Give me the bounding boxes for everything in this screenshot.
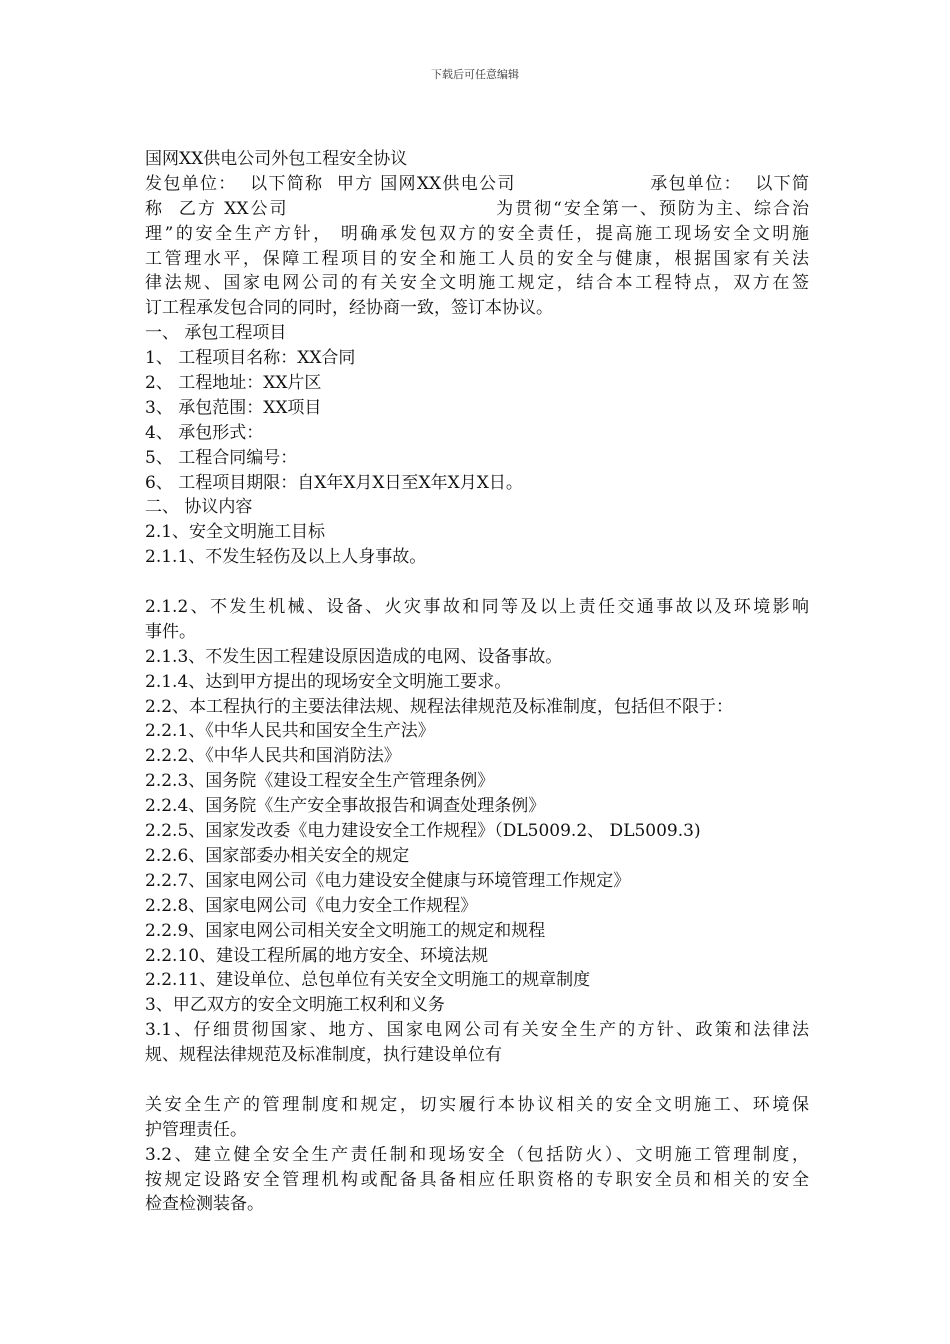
paragraph-line: 订工程承发包合同的同时，经协商一致，签订本协议。 — [145, 298, 553, 319]
paragraph-line: 2.1.1、不发生轻伤及以上人身事故。 — [145, 547, 427, 568]
paragraph-line: 2.1.4、达到甲方提出的现场安全文明施工要求。 — [145, 671, 512, 692]
paragraph-line: 2.2.7、国家电网公司《电力建设安全健康与环境管理工作规定》 — [145, 870, 631, 891]
paragraph-line: 2、 工程地址：XX片区 — [145, 373, 322, 394]
paragraph-line: 2.1、安全文明施工目标 — [145, 522, 326, 543]
paragraph-line: 3、甲乙双方的安全文明施工权利和义务 — [145, 995, 445, 1016]
paragraph-line: 律法规、国家电网公司的有关安全文明施工规定，结合本工程特点，双方在签 — [145, 273, 809, 294]
paragraph-line: 2.2、本工程执行的主要法律法规、规程法律规范及标准制度，包括但不限于： — [145, 696, 734, 717]
paragraph-line: 3、 承包范围：XX项目 — [145, 397, 322, 418]
paragraph-line: 2.2.10、建设工程所属的地方安全、环境法规 — [145, 945, 489, 966]
paragraph-line: 2.2.5、国家发改委《电力建设安全工作规程》（DL5009.2、 DL5009.3) — [145, 821, 701, 842]
document-body — [145, 147, 809, 1217]
blank-line — [145, 1068, 809, 1093]
paragraph-line: 2.2.3、国务院《建设工程安全生产管理条例》 — [145, 771, 495, 792]
paragraph-line: 2.2.11、建设单位、总包单位有关安全文明施工的规章制度 — [145, 970, 591, 991]
page-header: 下载后可任意编辑 — [431, 68, 519, 81]
paragraph-line: 按规定设路安全管理机构或配备具备相应任职资格的专职安全员和相关的安全 — [145, 1169, 809, 1190]
paragraph-line: 事件。 — [145, 621, 196, 642]
paragraph-line: 护管理责任。 — [145, 1119, 247, 1140]
paragraph-line: 工管理水平，保障工程项目的安全和施工人员的安全与健康，根据国家有关法 — [145, 248, 809, 269]
paragraph-line: 2.1.3、不发生因工程建设原因造成的电网、设备事故。 — [145, 646, 563, 667]
paragraph-line: 发包单位： 以下简称 甲方 国网XX供电公司 承包单位： 以下简 — [145, 173, 809, 194]
blank-line — [145, 570, 809, 595]
paragraph-line: 理”的安全生产方针， 明确承发包双方的安全责任，提高施工现场安全文明施 — [145, 223, 809, 244]
paragraph-line: 关安全生产的管理制度和规定，切实履行本协议相关的安全文明施工、环境保 — [145, 1094, 809, 1115]
paragraph-line: 一、 承包工程项目 — [145, 323, 287, 344]
paragraph-line: 2.2.1、《中华人民共和国安全生产法》 — [145, 721, 435, 742]
paragraph-line: 2.2.8、国家电网公司《电力安全工作规程》 — [145, 895, 478, 916]
paragraph-line: 2.2.4、国务院《生产安全事故报告和调查处理条例》 — [145, 796, 546, 817]
paragraph-line: 国网XX供电公司外包工程安全协议 — [145, 149, 408, 169]
paragraph-line: 3.1、仔细贯彻国家、地方、国家电网公司有关安全生产的方针、政策和法律法 — [145, 1020, 809, 1041]
paragraph-line: 5、 工程合同编号： — [145, 447, 298, 468]
paragraph-line: 二、 协议内容 — [145, 497, 253, 518]
paragraph-line: 2.2.2、《中华人民共和国消防法》 — [145, 746, 401, 767]
paragraph-line: 1、 工程项目名称：XX合同 — [145, 348, 356, 369]
paragraph-line: 2.2.6、国家部委办相关安全的规定 — [145, 845, 410, 866]
paragraph-line: 规、规程法律规范及标准制度，执行建设单位有 — [145, 1045, 502, 1066]
paragraph-line: 2.1.2、不发生机械、设备、火灾事故和同等及以上责任交通事故以及环境影响 — [145, 597, 809, 618]
paragraph-line: 3.2、建立健全安全生产责任制和现场安全（包括防火）、文明施工管理制度， — [145, 1144, 809, 1165]
paragraph-line: 6、 工程项目期限：自X年X月X日至X年X月X日。 — [145, 472, 523, 493]
paragraph-line: 检查检测装备。 — [145, 1194, 264, 1215]
paragraph-line: 称 乙方 XX公司 为贯彻“安全第一、预防为主、综合治 — [145, 198, 809, 219]
paragraph-line: 2.2.9、国家电网公司相关安全文明施工的规定和规程 — [145, 920, 546, 941]
paragraph-line: 4、 承包形式： — [145, 422, 264, 443]
